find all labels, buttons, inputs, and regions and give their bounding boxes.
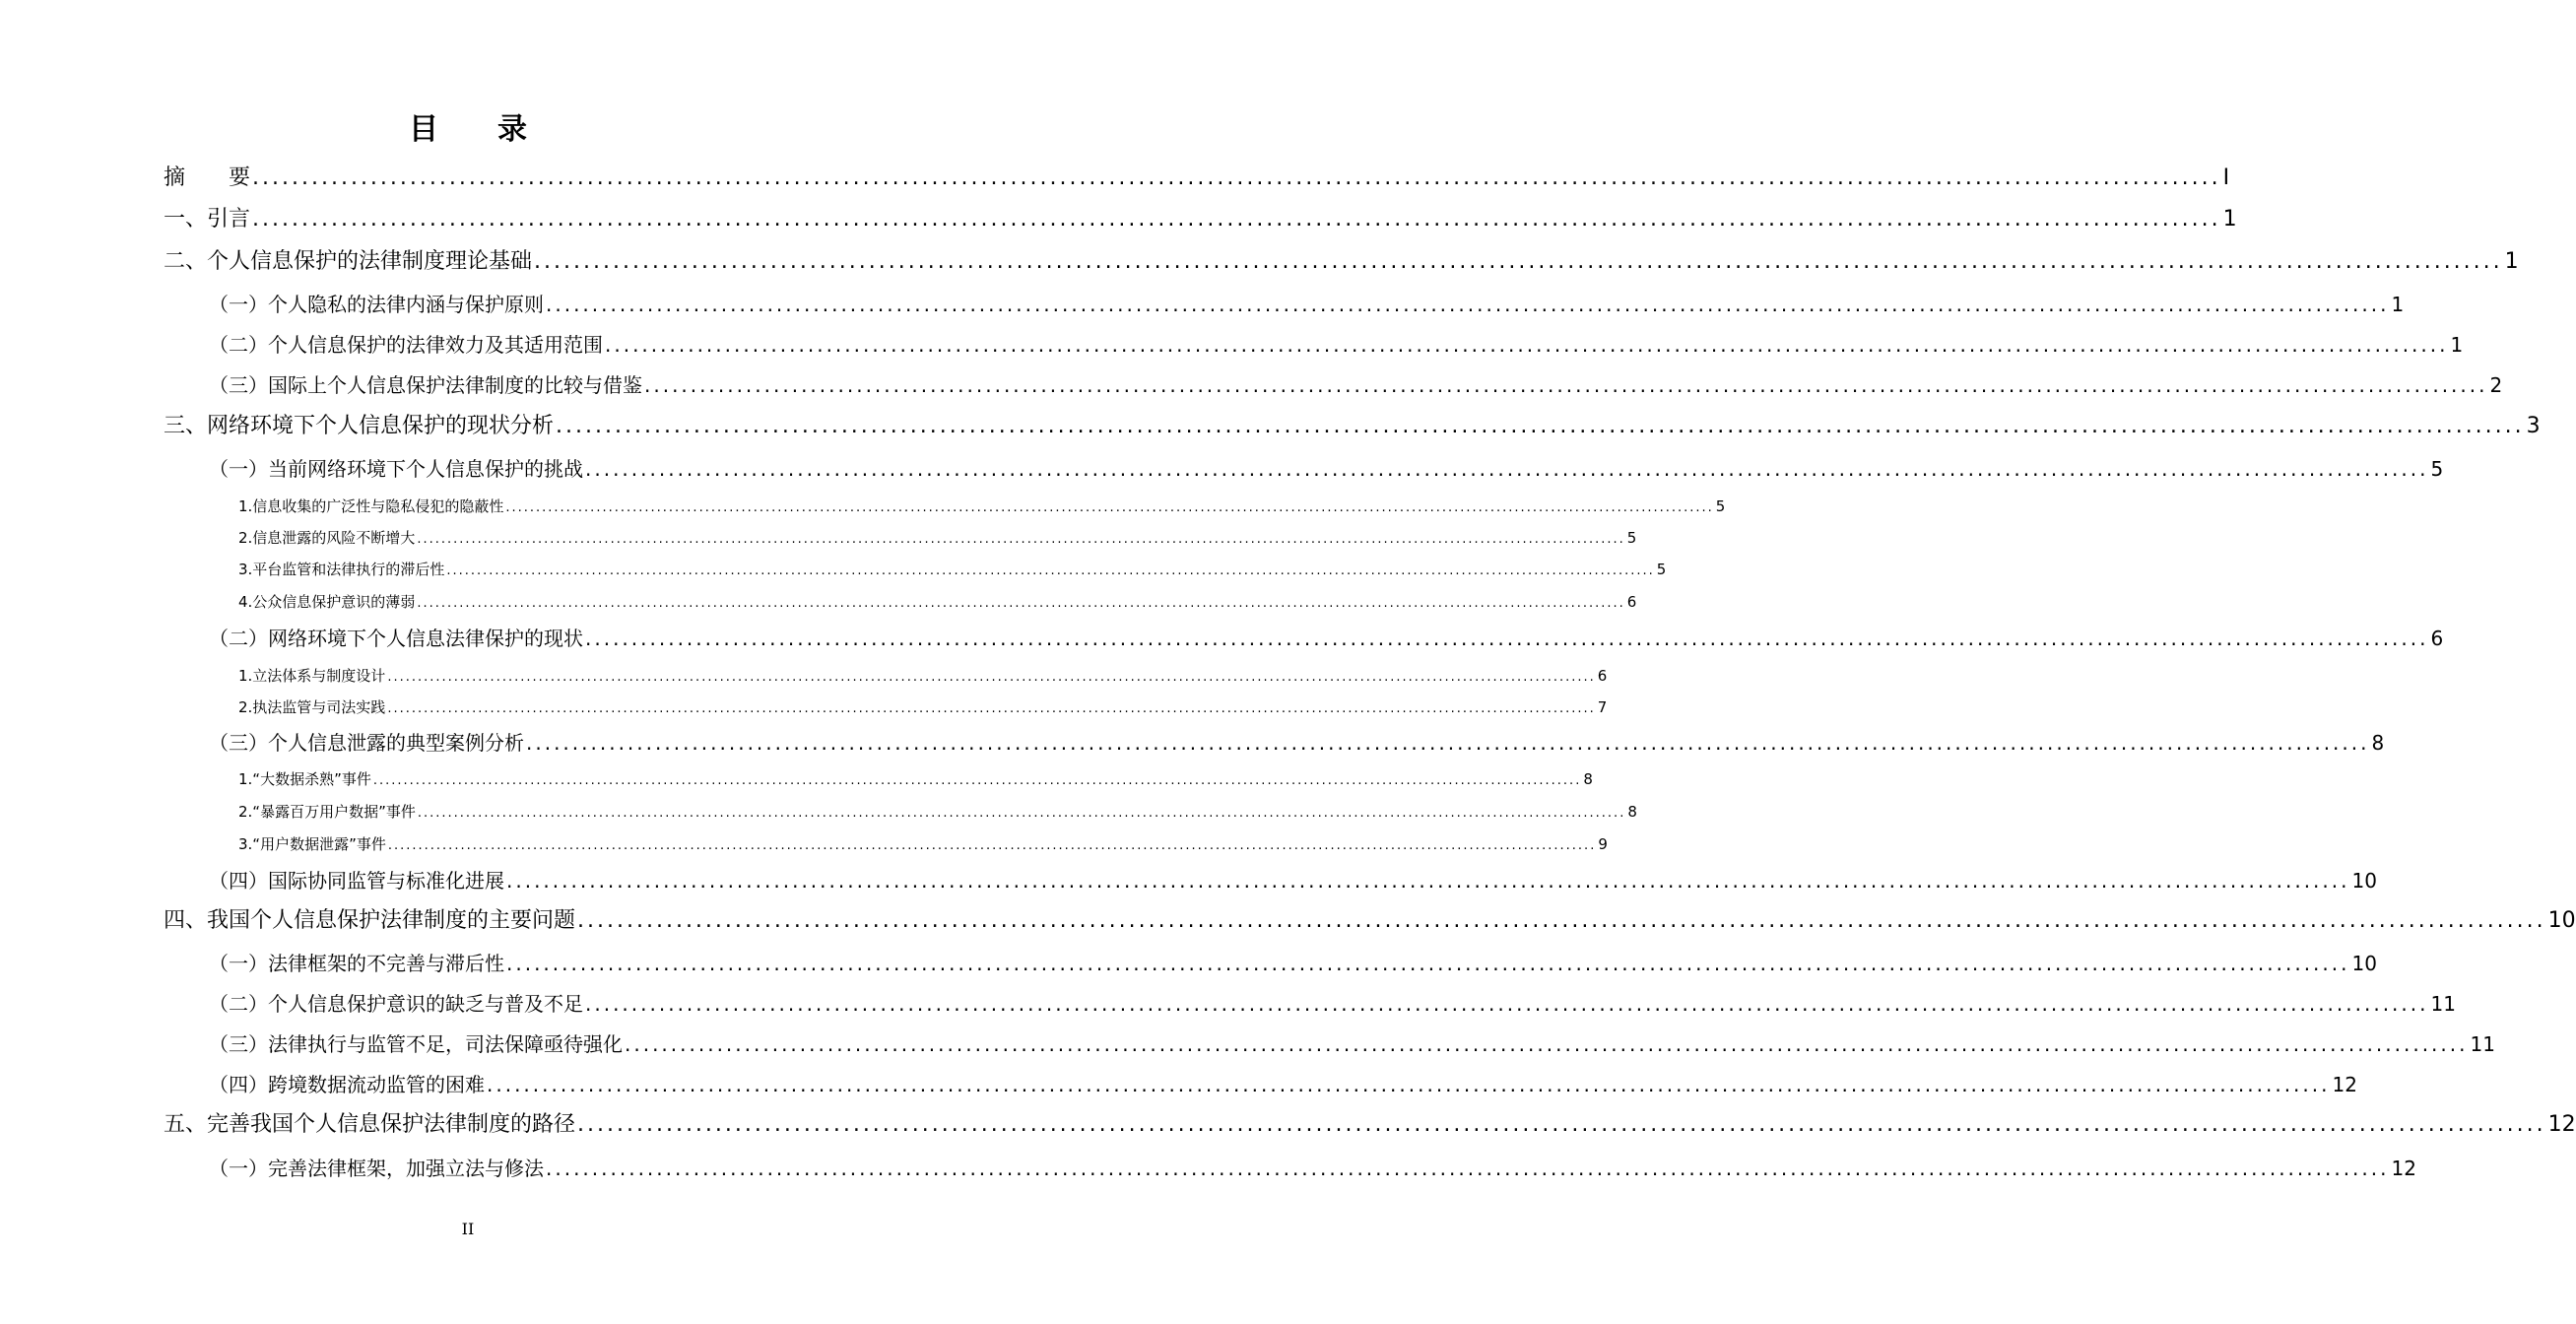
toc-entry-page: 5: [1715, 497, 1726, 515]
toc-entry-page: 1: [2222, 207, 2237, 232]
toc-entry[interactable]: [238, 560, 1667, 581]
toc-entry[interactable]: [209, 291, 2405, 318]
toc-leader: ........................................................................................................................................................................................................: [585, 992, 2429, 1016]
toc-leader: ........................................................................................................................................................................................................: [625, 1032, 2469, 1056]
toc-entry[interactable]: [164, 205, 2237, 234]
toc-leader: ........................................................................................................................................................................................................: [387, 701, 1596, 716]
toc-entry[interactable]: [238, 666, 1608, 688]
toc-entry-text: 三、网络环境下个人信息保护的现状分析: [164, 414, 555, 438]
toc-entry-page: 12: [2547, 1112, 2576, 1137]
toc-entry-text: （三）个人信息泄露的典型案例分析: [209, 731, 524, 755]
toc-entry[interactable]: [209, 625, 2444, 652]
toc-entry-text: 4.公众信息保护意识的薄弱: [238, 593, 416, 611]
toc-entry[interactable]: [209, 455, 2444, 483]
toc-entry-page: 6: [1626, 593, 1637, 611]
toc-entry-page: 1: [2391, 293, 2405, 316]
toc-entry[interactable]: [238, 769, 1593, 791]
toc-leader: ........................................................................................................................................................................................................: [534, 249, 2503, 274]
toc-entry-text: （一）完善法律框架，加强立法与修法: [209, 1157, 544, 1180]
toc-entry[interactable]: [209, 1030, 2495, 1058]
toc-entry-page: 9: [1598, 835, 1608, 853]
toc-entry-page: 10: [2351, 952, 2377, 975]
toc-entry-page: 8: [1627, 803, 1637, 821]
toc-entry-text: （二）网络环境下个人信息法律保护的现状: [209, 627, 583, 650]
toc-entry[interactable]: [164, 1110, 2576, 1140]
toc-entry-text: 1.信息收集的广泛性与隐私侵犯的隐蔽性: [238, 497, 504, 515]
toc-entry-page: 3: [2526, 414, 2541, 438]
toc-entry-page: 1: [2504, 249, 2519, 274]
toc-entry[interactable]: [209, 950, 2377, 977]
toc-entry-page: 1: [2450, 333, 2464, 357]
toc-entry[interactable]: [238, 697, 1608, 719]
toc-leader: ........................................................................................................................................................................................................: [387, 670, 1596, 685]
toc-leader: ........................................................................................................................................................................................................: [252, 166, 2221, 190]
toc-entry-page: 10: [2351, 869, 2377, 893]
toc-leader: ........................................................................................................................................................................................................: [546, 293, 2390, 316]
toc-entry-text: 摘 要: [164, 166, 251, 190]
toc-entry[interactable]: [209, 990, 2456, 1018]
toc-entry-page: 5: [1626, 529, 1637, 547]
toc-entry[interactable]: [164, 412, 2541, 441]
toc-leader: ........................................................................................................................................................................................................: [506, 869, 2350, 893]
toc-entry-text: （三）国际上个人信息保护法律制度的比较与借鉴: [209, 373, 642, 397]
toc-leader: ........................................................................................................................................................................................................: [372, 773, 1582, 788]
toc-entry-text: （三）法律执行与监管不足，司法保障亟待强化: [209, 1032, 623, 1056]
toc-leader: ........................................................................................................................................................................................................: [556, 414, 2525, 438]
toc-leader: ........................................................................................................................................................................................................: [505, 500, 1714, 515]
toc-leader: ........................................................................................................................................................................................................: [605, 333, 2449, 357]
toc-entry-page: 8: [2371, 731, 2385, 755]
toc-entry-page: 12: [2391, 1157, 2416, 1180]
toc-leader: ........................................................................................................................................................................................................: [506, 952, 2350, 975]
toc-entry-text: 四、我国个人信息保护法律制度的主要问题: [164, 908, 576, 933]
toc-entry-page: 5: [2430, 457, 2444, 481]
toc-entry-text: 二、个人信息保护的法律制度理论基础: [164, 249, 533, 274]
toc-entry-text: 3.“用户数据泄露”事件: [238, 835, 386, 853]
toc-leader: ........................................................................................................................................................................................................: [577, 908, 2546, 933]
toc-entry-text: （四）国际协同监管与标准化进展: [209, 869, 504, 893]
toc-entry-text: 一、引言: [164, 207, 251, 232]
toc-entry-page: 11: [2430, 992, 2456, 1016]
toc-leader: ........................................................................................................................................................................................................: [417, 806, 1626, 821]
toc-entry[interactable]: [238, 834, 1608, 856]
toc-leader: ........................................................................................................................................................................................................: [487, 1073, 2331, 1096]
toc-entry-page: 8: [1583, 770, 1593, 788]
toc-entry[interactable]: [164, 247, 2519, 277]
toc-leader: ........................................................................................................................................................................................................: [252, 207, 2221, 232]
toc-entry-text: （二）个人信息保护意识的缺乏与普及不足: [209, 992, 583, 1016]
toc-entry-text: （一）法律框架的不完善与滞后性: [209, 952, 504, 975]
toc-leader: ........................................................................................................................................................................................................: [526, 731, 2370, 755]
toc-entry[interactable]: [238, 528, 1637, 550]
toc-leader: ........................................................................................................................................................................................................: [644, 373, 2488, 397]
toc-entry-text: 3.平台监管和法律执行的滞后性: [238, 561, 445, 578]
toc-leader: ........................................................................................................................................................................................................: [585, 457, 2429, 481]
toc-leader: ........................................................................................................................................................................................................: [387, 838, 1597, 853]
toc-entry-text: （一）个人隐私的法律内涵与保护原则: [209, 293, 544, 316]
page-number: II: [461, 1220, 475, 1238]
toc-entry[interactable]: [209, 1071, 2357, 1098]
toc-entry[interactable]: [164, 906, 2576, 936]
toc-entry[interactable]: [209, 331, 2464, 359]
toc-entry-page: 12: [2332, 1073, 2357, 1096]
toc-leader: ........................................................................................................................................................................................................: [577, 1112, 2546, 1137]
toc-entry[interactable]: [209, 867, 2377, 894]
toc-entry-page: 6: [2430, 627, 2444, 650]
toc-entry-text: 2.信息泄露的风险不断增大: [238, 529, 416, 547]
toc-entry-text: 五、完善我国个人信息保护法律制度的路径: [164, 1112, 576, 1137]
toc-entry-page: 7: [1597, 698, 1608, 716]
toc-entry-page: 6: [1597, 667, 1608, 685]
toc-entry[interactable]: [209, 371, 2503, 399]
toc-leader: ........................................................................................................................................................................................................: [446, 563, 1655, 578]
toc-entry-text: 2.执法监管与司法实践: [238, 698, 386, 716]
toc-entry-page: 11: [2470, 1032, 2495, 1056]
toc-leader: ........................................................................................................................................................................................................: [417, 596, 1625, 611]
toc-entry-page: 10: [2547, 908, 2576, 933]
toc-entry[interactable]: [238, 496, 1726, 518]
toc-entry-text: 1.“大数据杀熟”事件: [238, 770, 371, 788]
toc-leader: ........................................................................................................................................................................................................: [585, 627, 2429, 650]
toc-entry[interactable]: [238, 802, 1637, 824]
toc-entry[interactable]: [164, 164, 2230, 193]
toc-entry-text: （二）个人信息保护的法律效力及其适用范围: [209, 333, 603, 357]
toc-entry-text: 2.“暴露百万用户数据”事件: [238, 803, 416, 821]
toc-entry[interactable]: [209, 729, 2385, 757]
toc-entry-text: （四）跨境数据流动监管的困难: [209, 1073, 485, 1096]
toc-entry-text: （一）当前网络环境下个人信息保护的挑战: [209, 457, 583, 481]
toc-leader: ........................................................................................................................................................................................................: [546, 1157, 2390, 1180]
toc-entry[interactable]: [238, 592, 1637, 614]
toc-entry-page: 2: [2489, 373, 2503, 397]
toc-entry-page: I: [2222, 166, 2230, 190]
toc-entry-text: 1.立法体系与制度设计: [238, 667, 386, 685]
toc-title: 目 录: [409, 112, 527, 147]
toc-leader: ........................................................................................................................................................................................................: [417, 532, 1625, 547]
toc-entry-page: 5: [1656, 561, 1667, 578]
toc-entry[interactable]: [209, 1155, 2416, 1182]
